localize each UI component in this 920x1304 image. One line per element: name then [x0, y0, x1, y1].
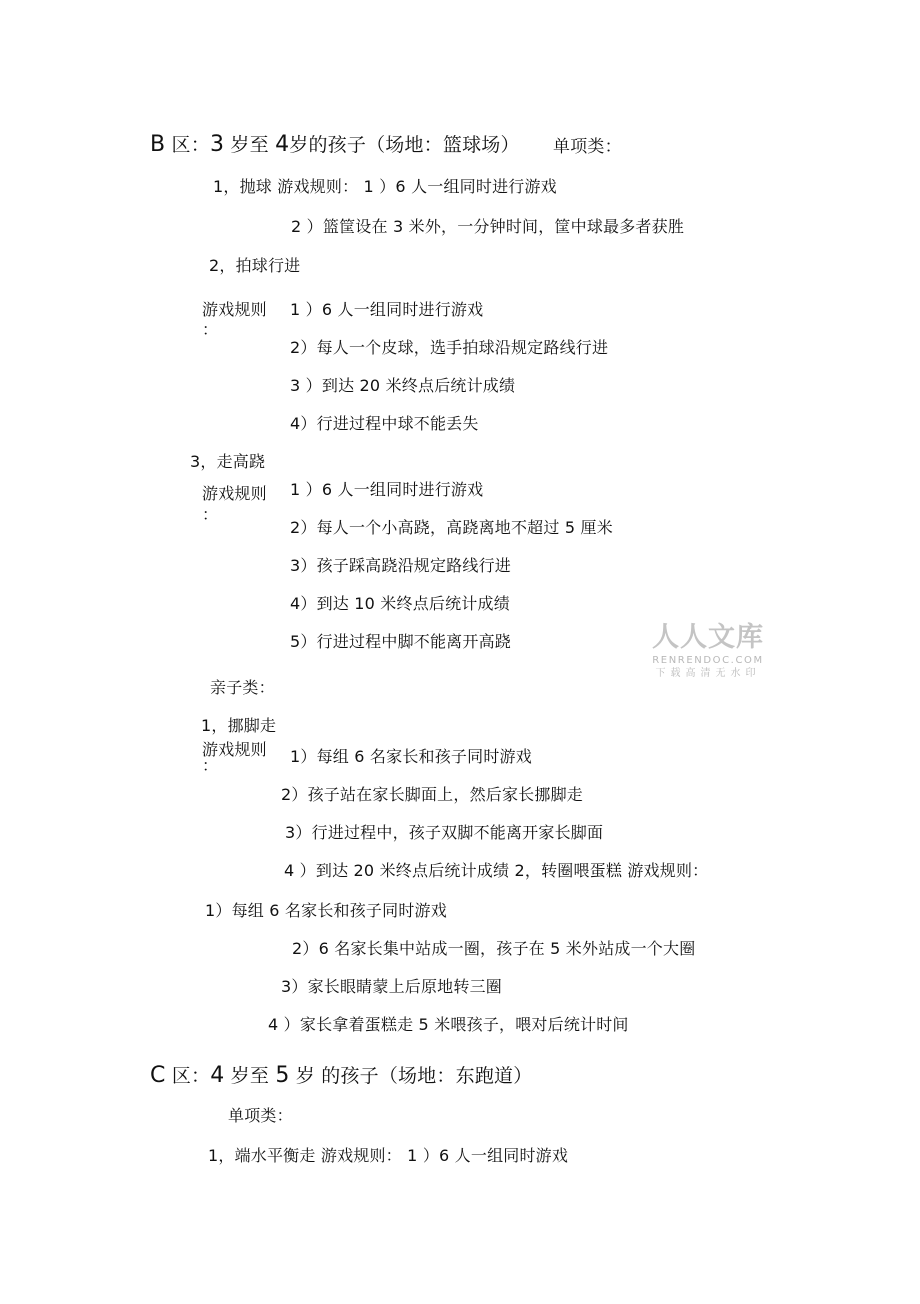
section-b-heading: [150, 133, 520, 157]
section-c-heading: [150, 1064, 532, 1088]
b-item1-line: 1，抛球 游戏规则： 1 ）6 人一组同时进行游戏: [213, 177, 557, 196]
section-c-category: 单项类：: [228, 1106, 293, 1125]
pc-item1-rule4-and-item2: 4 ）到达 20 米终点后统计成绩 2，转圈喂蛋糕 游戏规则：: [284, 861, 709, 880]
section-b-age-from: 3: [209, 132, 225, 157]
b-item1-rule2: 2 ）篮筐设在 3 米外，一分钟时间，筐中球最多者获胜: [291, 217, 685, 236]
section-c-zone: 区：: [171, 1065, 211, 1087]
pc-item2-rule4: 4 ）家长拿着蛋糕走 5 米喂孩子，喂对后统计时间: [268, 1015, 629, 1034]
parent-child-category: 亲子类：: [210, 678, 275, 697]
c-item1-line: 1，端水平衡走 游戏规则： 1 ）6 人一组同时游戏: [208, 1146, 569, 1165]
b-item3-rule1: 1 ）6 人一组同时进行游戏: [290, 480, 484, 499]
watermark: [642, 622, 774, 680]
pc-item1-rule3: 3）行进过程中，孩子双脚不能离开家长脚面: [285, 823, 604, 842]
b-item3-rules-colon: ：: [202, 505, 219, 524]
section-c-age-from: 4: [210, 1063, 225, 1088]
section-b-category: 单项类：: [553, 137, 622, 157]
pc-item1-title: 1，挪脚走: [201, 716, 277, 735]
section-c-age-to: 5: [275, 1063, 290, 1088]
section-b-zone: 区：: [171, 134, 210, 156]
section-b-age-to: 4: [275, 132, 290, 157]
b-item3-rule5: 5）行进过程中脚不能离开高跷: [290, 632, 511, 651]
b-item3-rules-label: 游戏规则: [202, 484, 267, 503]
section-c-age-to-label: 岁至: [230, 1065, 270, 1087]
b-item2-rule3: 3 ）到达 20 米终点后统计成绩: [290, 376, 516, 395]
section-c-venue: 岁 的孩子（场地：东跑道）: [295, 1065, 533, 1087]
b-item2-rule2: 2）每人一个皮球，选手拍球沿规定路线行进: [290, 338, 609, 357]
pc-item2-rule2: 2）6 名家长集中站成一圈，孩子在 5 米外站成一个大圈: [292, 939, 696, 958]
watermark-slogan: 下载高清无水印: [655, 668, 761, 679]
b-item3-rule3: 3）孩子踩高跷沿规定路线行进: [290, 556, 511, 575]
pc-item1-rules-colon: ：: [202, 756, 219, 775]
b-item2-rule4: 4）行进过程中球不能丢失: [290, 414, 479, 433]
watermark-logo-text: 人人文库: [652, 622, 764, 653]
b-item2-rules-colon: ：: [202, 320, 219, 339]
pc-item2-rule1: 1）每组 6 名家长和孩子同时游戏: [205, 901, 447, 920]
b-item2-rules-label: 游戏规则: [202, 300, 267, 319]
pc-item1-rules-label: 游戏规则: [202, 740, 267, 759]
pc-item2-rule3: 3）家长眼睛蒙上后原地转三圈: [281, 977, 502, 996]
section-b-age-to-label: 岁至: [230, 134, 269, 156]
pc-item1-rule1: 1）每组 6 名家长和孩子同时游戏: [290, 747, 532, 766]
section-b-letter: B: [150, 132, 166, 157]
b-item2-rule1: 1 ）6 人一组同时进行游戏: [290, 300, 484, 319]
b-item3-rule4: 4）到达 10 米终点后统计成绩: [290, 594, 510, 613]
b-item3-rule2: 2）每人一个小高跷，高跷离地不超过 5 厘米: [290, 518, 613, 537]
b-item3-title: 3，走高跷: [190, 452, 266, 471]
section-c-letter: C: [150, 1063, 166, 1088]
pc-item1-rule2: 2）孩子站在家长脚面上，然后家长挪脚走: [281, 785, 583, 804]
b-item2-title: 2，拍球行进: [209, 256, 301, 275]
watermark-domain: RENRENDOC.COM: [652, 655, 764, 666]
section-b-venue: 岁的孩子（场地：篮球场）: [289, 134, 520, 156]
